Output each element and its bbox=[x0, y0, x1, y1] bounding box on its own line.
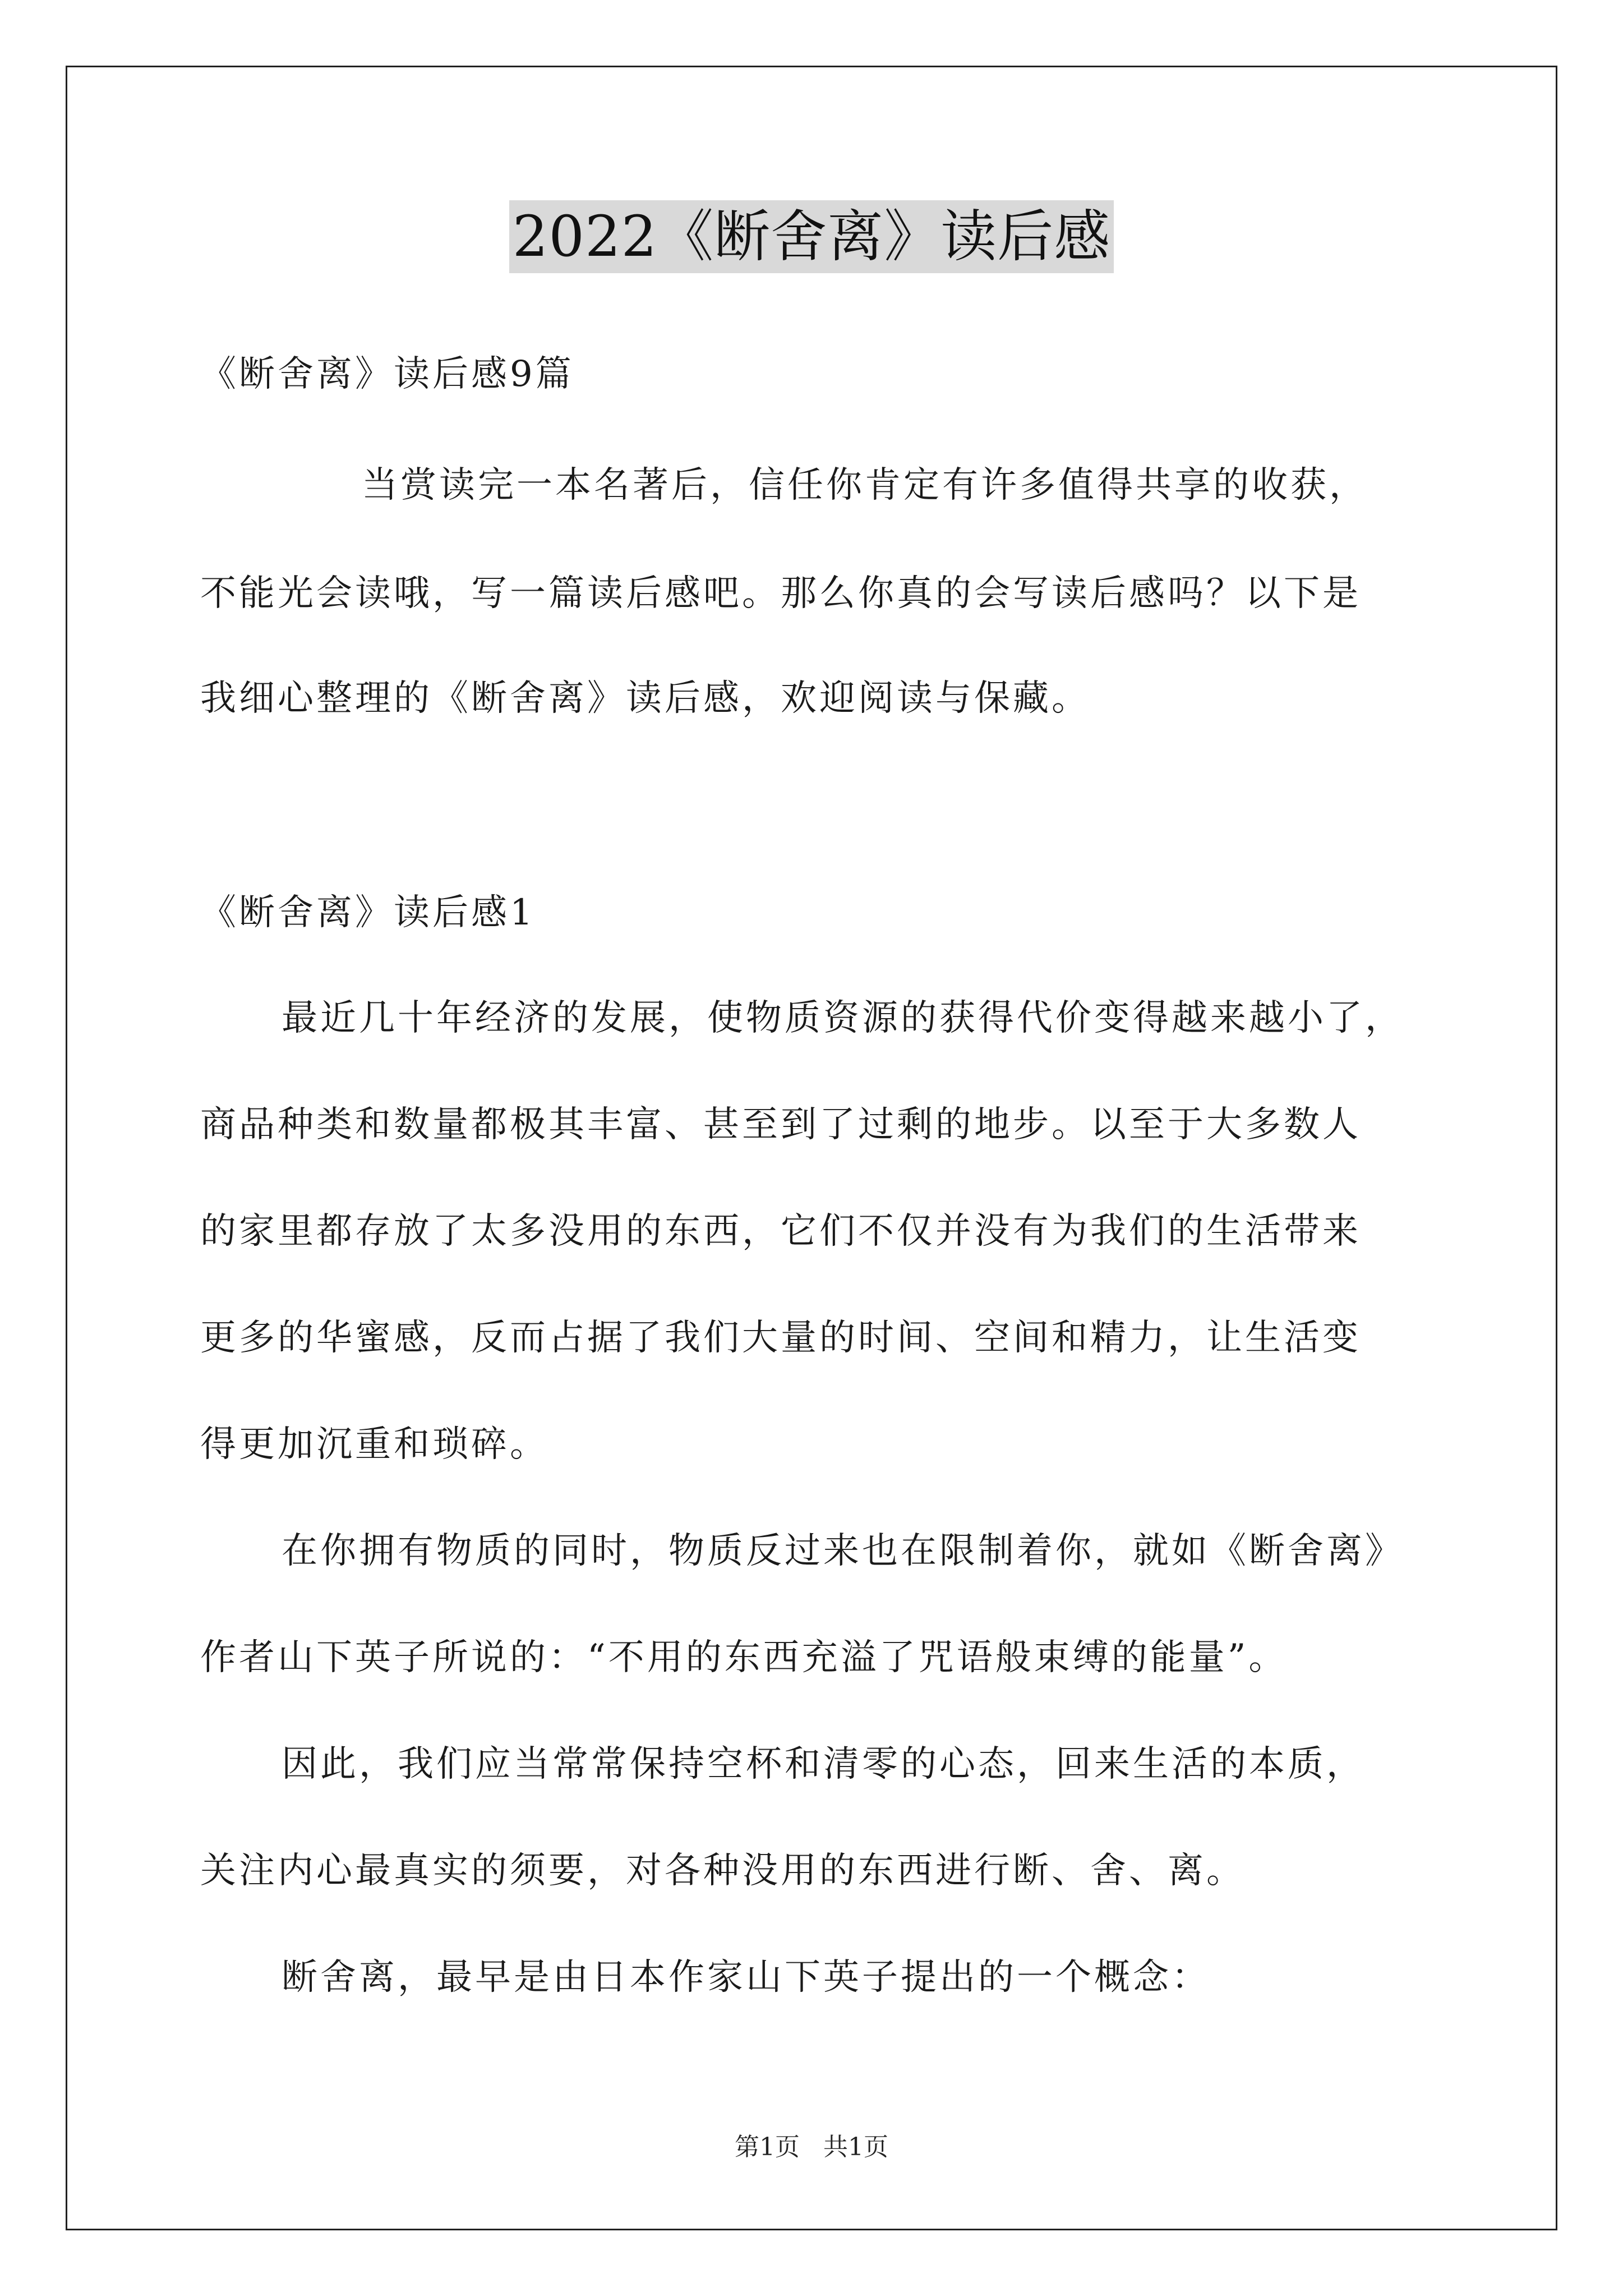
document-title: 2022《断舍离》读后感 bbox=[509, 200, 1114, 273]
paragraph-1-line-2: 商品种类和数量都极其丰富、甚至到了过剩的地步。以至于大多数人 bbox=[200, 1104, 1361, 1145]
paragraph-2-line-2: 作者山下英子所说的：“不用的东西充溢了咒语般束缚的能量”。 bbox=[200, 1637, 1288, 1678]
paragraph-1-line-4: 更多的华蜜感，反而占据了我们大量的时间、空间和精力，让生活变 bbox=[200, 1317, 1361, 1359]
page-footer: 第1页 共1页 bbox=[735, 2133, 888, 2161]
intro-heading: 《断舍离》读后感9篇 bbox=[200, 353, 574, 395]
title-container bbox=[0, 200, 1623, 273]
paragraph-1-line-5: 得更加沉重和琐碎。 bbox=[200, 1424, 548, 1465]
intro-paragraph-line-3: 我细心整理的《断舍离》读后感，欢迎阅读与保藏。 bbox=[200, 678, 1090, 719]
intro-paragraph-line-1: 当赏读完一本名著后，信任你肯定有许多值得共享的收获， bbox=[362, 464, 1368, 506]
paragraph-1-line-1: 最近几十年经济的发展，使物质资源的获得代价变得越来越小了， bbox=[282, 997, 1404, 1039]
section-heading: 《断舍离》读后感1 bbox=[200, 892, 536, 933]
paragraph-3-line-1: 因此，我们应当常常保持空杯和清零的心态，回来生活的本质， bbox=[282, 1743, 1365, 1785]
paragraph-1-line-3: 的家里都存放了太多没用的东西，它们不仅并没有为我们的生活带来 bbox=[200, 1211, 1361, 1252]
paragraph-2-line-1: 在你拥有物质的同时，物质反过来也在限制着你，就如《断舍离》 bbox=[282, 1530, 1404, 1572]
paragraph-3-line-2: 关注内心最真实的须要，对各种没用的东西进行断、舍、离。 bbox=[200, 1850, 1245, 1892]
paragraph-4-line-1: 断舍离，最早是由日本作家山下英子提出的一个概念： bbox=[282, 1957, 1210, 1998]
intro-paragraph-line-2: 不能光会读哦，写一篇读后感吧。那么你真的会写读后感吗？以下是 bbox=[200, 573, 1361, 614]
